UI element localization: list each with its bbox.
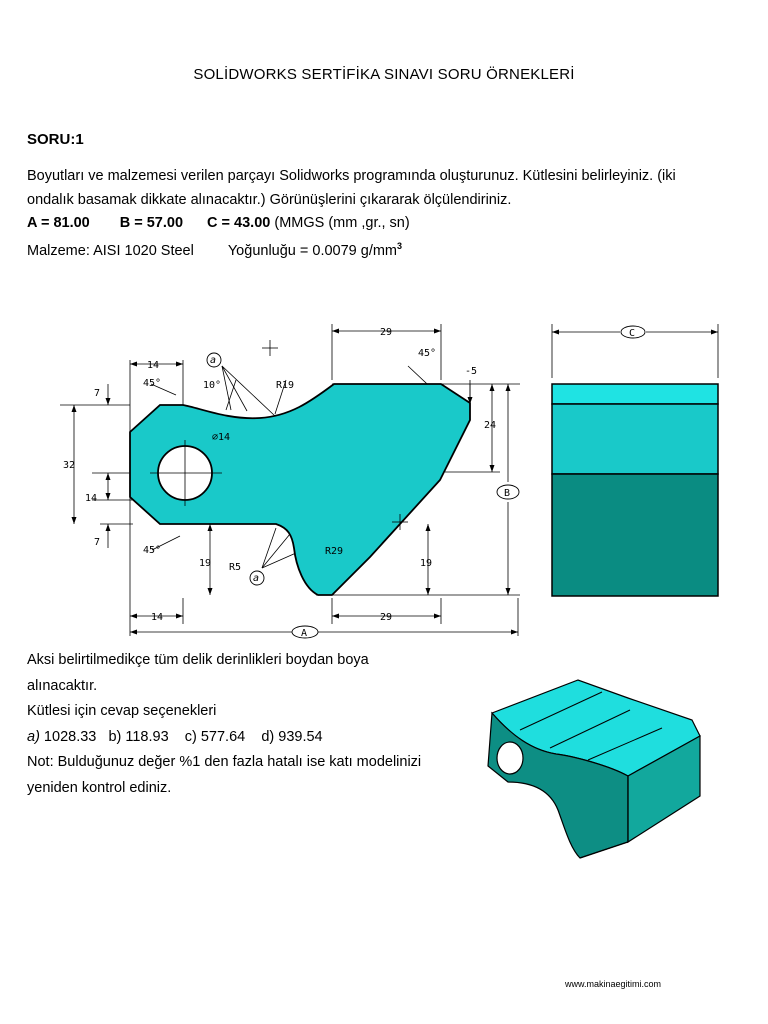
- question-intro-line2: ondalık basamak dikkate alınacaktır.) Görünüşlerini çıkararak ölçülendiriniz.: [27, 192, 512, 208]
- dim-29-top: 29: [380, 327, 393, 338]
- dim-7-top: 7: [94, 388, 101, 399]
- dim-b-label: B: [504, 488, 511, 499]
- note-line5: Not: Bulduğunuz değer %1 den fazla hatalı ise katı modelinizi: [27, 754, 422, 770]
- dim-29-bottom: 29: [380, 612, 393, 623]
- density-exponent: 3: [397, 241, 403, 251]
- dim-45-top-right: 45°: [418, 348, 437, 359]
- dim-45-top-left: 45°: [143, 378, 162, 389]
- dimension-b: B = 57.00: [119, 215, 184, 231]
- option-a-value: 1028.33: [39, 728, 97, 745]
- dim-45-bottom: 45°: [143, 545, 162, 556]
- ref-a-bottom: a: [253, 573, 260, 584]
- dim-14-bottom: 14: [151, 612, 164, 623]
- dim-19-right: 19: [420, 558, 433, 569]
- document-title: SOLİDWORKS SERTİFİKA SINAVI SORU ÖRNEKLERİ: [193, 66, 575, 83]
- dim-diameter-14: ⌀14: [212, 432, 231, 443]
- dim-19-left: 19: [199, 558, 212, 569]
- option-a-label: a): [27, 728, 40, 745]
- question-heading: SORU:1: [27, 131, 84, 148]
- material-line: [27, 241, 402, 259]
- dim-minus-5: -5: [465, 366, 478, 377]
- technical-drawing: [0, 300, 768, 660]
- note-line6: yeniden kontrol ediniz.: [27, 779, 172, 796]
- dim-c-label: C: [629, 328, 636, 339]
- dimension-values: [27, 215, 410, 231]
- answer-options: [27, 725, 457, 751]
- dim-24: 24: [484, 420, 497, 431]
- dim-14-top: 14: [147, 360, 160, 371]
- material-label: Malzeme: AISI 1020 Steel: [27, 242, 194, 259]
- dimension-a: A = 81.00: [27, 215, 90, 231]
- dim-r19: R19: [276, 380, 295, 391]
- note-line3: Kütlesi için cevap seçenekleri: [27, 703, 217, 719]
- dimension-c: C = 43.00: [207, 215, 271, 231]
- ref-a-top: a: [210, 355, 217, 366]
- dim-r5: R5: [229, 562, 242, 573]
- question-intro-line1: Boyutları ve malzemesi verilen parçayı Solidworks programında oluşturunuz. Kütlesini belirleyiniz. (iki: [27, 168, 676, 184]
- note-line2: alınacaktır.: [27, 677, 98, 694]
- footer-url: www.makinaegitimi.com: [565, 979, 662, 989]
- dim-14-hole: 14: [85, 493, 98, 504]
- side-view-middle-face: [552, 404, 718, 474]
- dim-7-bottom: 7: [94, 537, 101, 548]
- unit-system: (MMGS (mm ,gr., sn): [274, 215, 410, 231]
- isometric-view: [480, 670, 750, 870]
- side-view-top-face: [552, 384, 718, 404]
- dim-r29: R29: [325, 546, 344, 557]
- dim-10-deg: 10°: [203, 380, 222, 391]
- options-b-c-d: b) 118.93 c) 577.64 d) 939.54: [108, 728, 323, 745]
- side-view-bottom-face: [552, 474, 718, 596]
- iso-hole: [497, 742, 523, 774]
- note-line1: Aksi belirtilmedikçe tüm delik derinlikleri boydan boya: [27, 652, 369, 668]
- density-label: Yoğunluğu = 0.0079 g/mm: [227, 242, 398, 259]
- dim-32: 32: [63, 460, 76, 471]
- notes-block: [27, 648, 457, 801]
- dim-a-label: A: [301, 628, 308, 639]
